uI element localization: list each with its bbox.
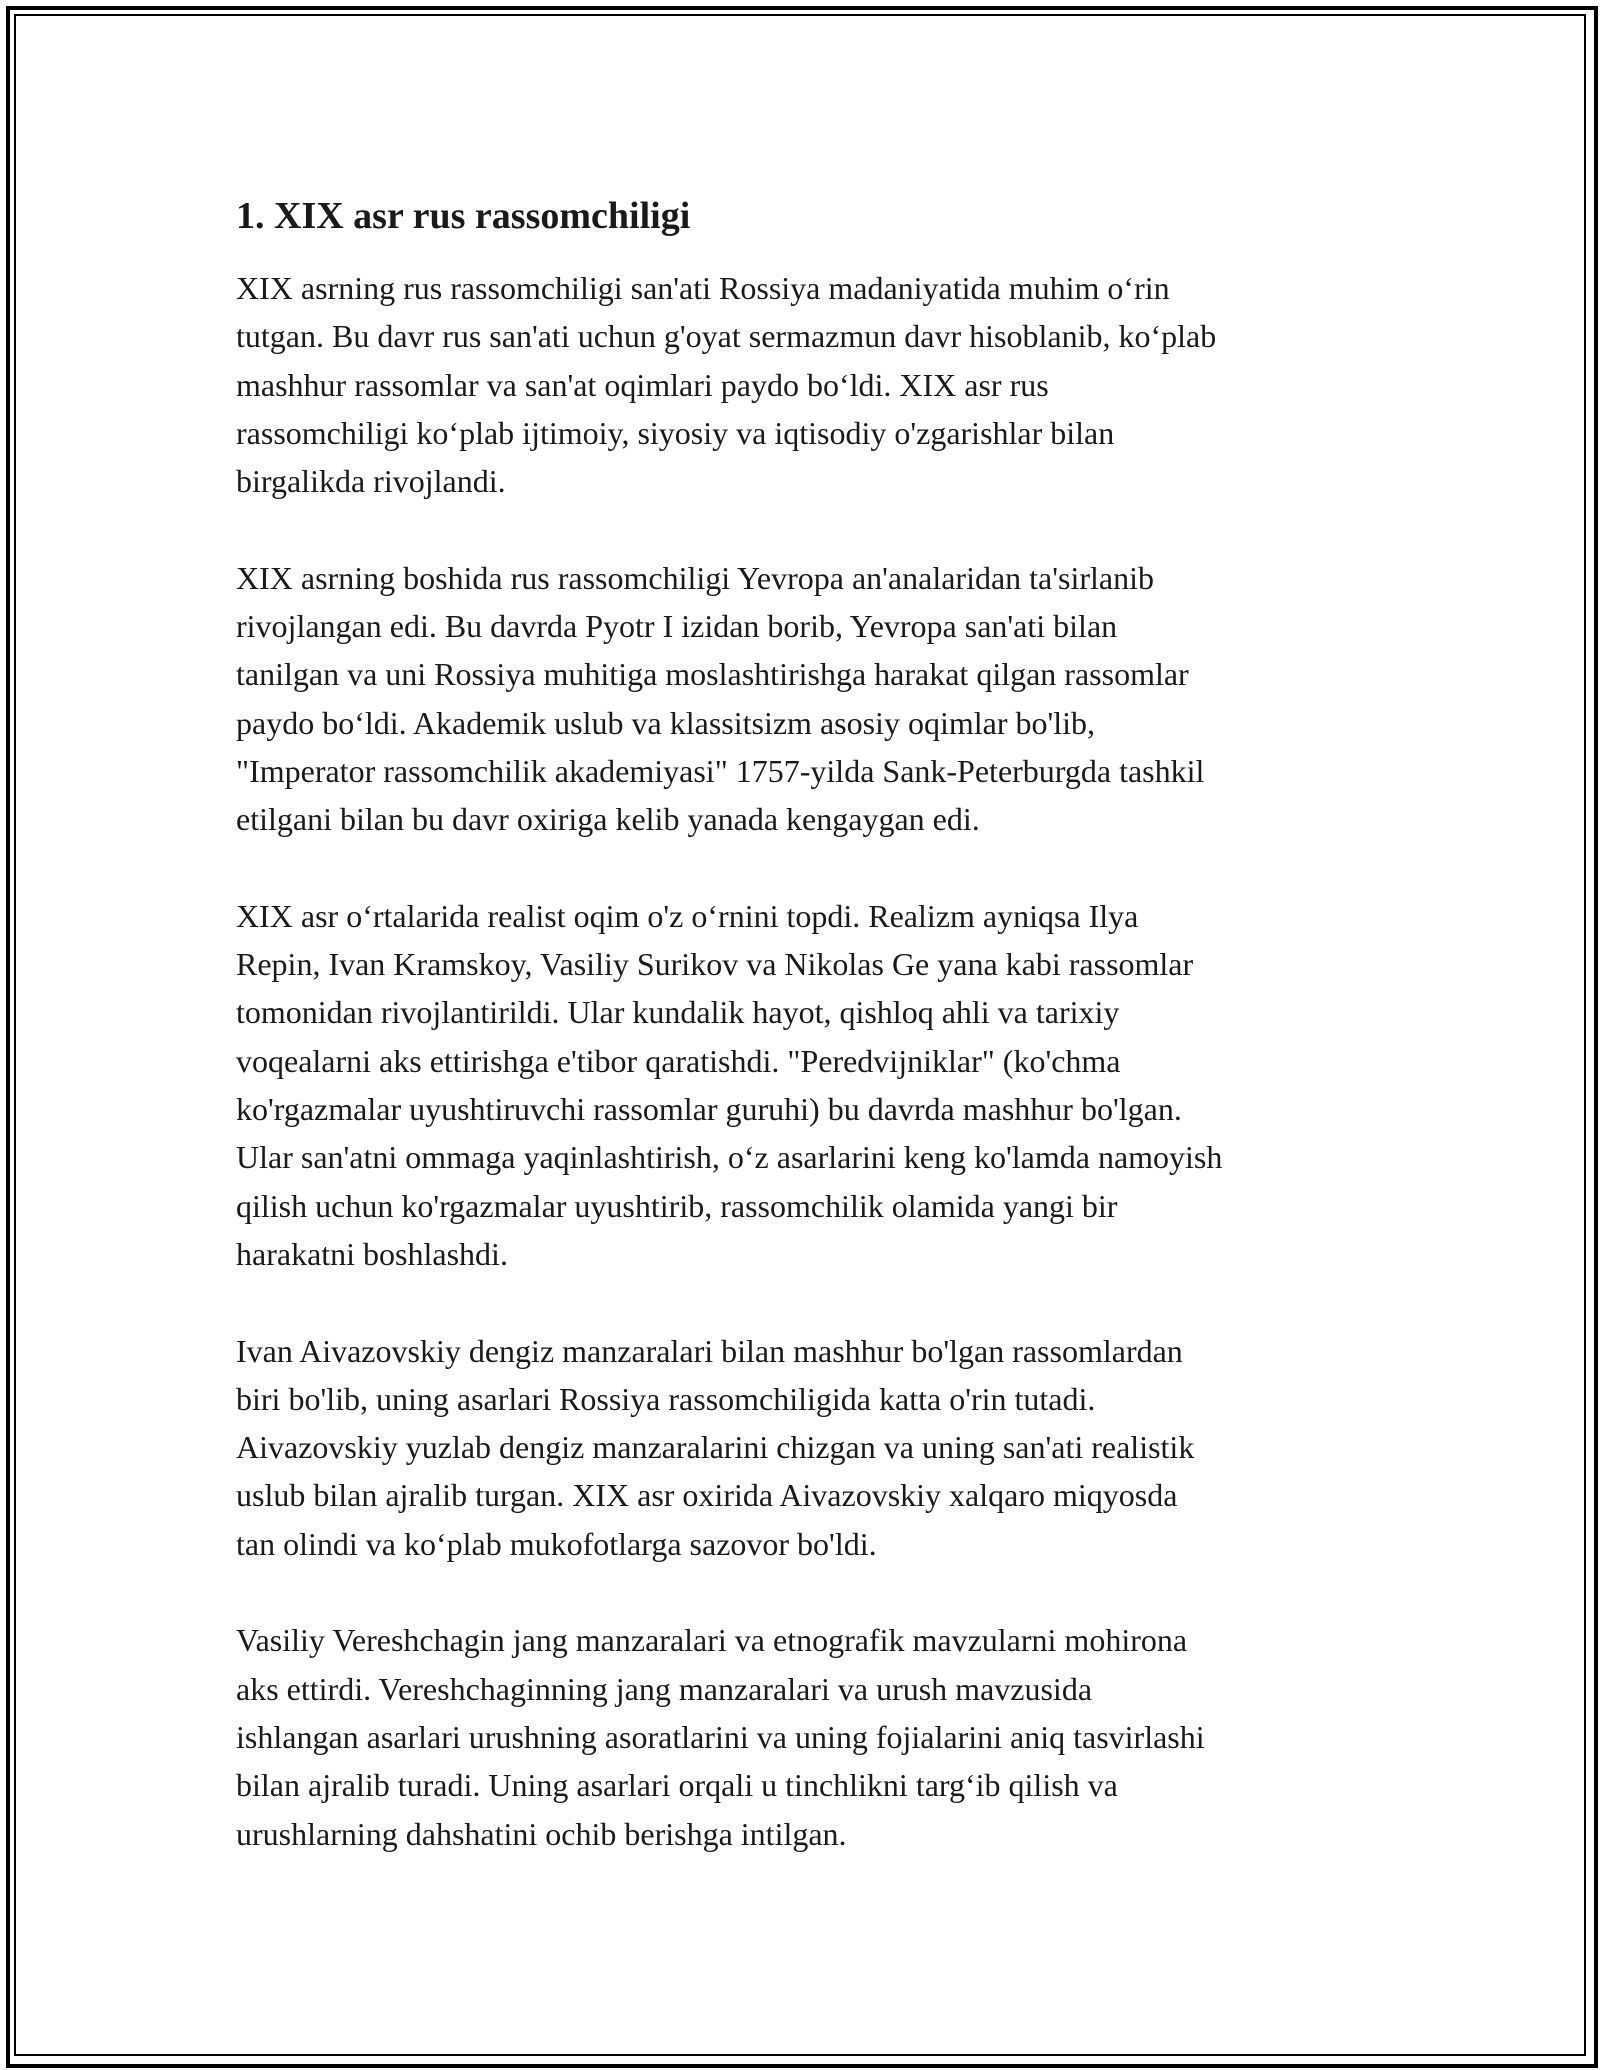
text-line: bilan ajralib turadi. Uning asarlari orqali u tinchlikni targʻib qilish va <box>236 1767 1118 1804</box>
text-line: qilish uchun ko'rgazmalar uyushtirib, rassomchilik olamida yangi bir <box>236 1187 1118 1224</box>
text-line: harakatni boshlashdi. <box>236 1235 508 1272</box>
text-line: XIX asrning boshida rus rassomchiligi Yevropa an'analaridan ta'sirlanib <box>236 559 1154 596</box>
section-title: 1. XIX asr rus rassomchiligi <box>236 195 691 237</box>
text-line: mashhur rassomlar va san'at oqimlari paydo boʻldi. XIX asr rus <box>236 366 1049 403</box>
text-line: "Imperator rassomchilik akademiyasi" 1757-yilda Sank-Peterburgda tashkil <box>236 752 1205 789</box>
text-line: rivojlangan edi. Bu davrda Pyotr I izidan borib, Yevropa san'ati bilan <box>236 608 1118 645</box>
text-line: tutgan. Bu davr rus san'ati uchun g'oyat sermazmun davr hisoblanib, koʻplab <box>236 318 1217 355</box>
text-line: Vasiliy Vereshchagin jang manzaralari va etnografik mavzularni mohirona <box>236 1622 1188 1659</box>
text-line: ishlangan asarlari urushning asoratlarini va uning fojialarini aniq tasvirlashi <box>236 1718 1205 1755</box>
text-line: XIX asr oʻrtalarida realist oqim o'z oʻrnini topdi. Realizm ayniqsa Ilya <box>236 897 1139 934</box>
text-line: tanilgan va uni Rossiya muhitiga moslashtirishga harakat qilgan rassomlar <box>236 656 1189 693</box>
text-line: paydo boʻldi. Akademik uslub va klassitsizm asosiy oqimlar bo'lib, <box>236 704 1096 741</box>
text-line: birgalikda rivojlandi. <box>236 463 506 500</box>
text-line: rassomchiligi koʻplab ijtimoiy, siyosiy va iqtisodiy o'zgarishlar bilan <box>236 414 1115 451</box>
text-line: ko'rgazmalar uyushtiruvchi rassomlar guruhi) bu davrda mashhur bo'lgan. <box>236 1091 1182 1128</box>
text-line: urushlarning dahshatini ochib berishga intilgan. <box>236 1815 847 1852</box>
text-line: Repin, Ivan Kramskoy, Vasiliy Surikov va Nikolas Ge yana kabi rassomlar <box>236 946 1194 983</box>
paragraph-1 <box>236 264 1386 505</box>
text-line: tan olindi va koʻplab mukofotlarga sazovor bo'ldi. <box>236 1525 877 1562</box>
text-line: etilgani bilan bu davr oxiriga kelib yanada kengaygan edi. <box>236 801 980 838</box>
text-line: tomonidan rivojlantirildi. Ular kundalik hayot, qishloq ahli va tarixiy <box>236 994 1120 1031</box>
paragraph-5 <box>236 1616 1386 1857</box>
text-line: aks ettirdi. Vereshchaginning jang manzaralari va urush mavzusida <box>236 1670 1093 1707</box>
paragraph-4 <box>236 1327 1386 1568</box>
text-line: XIX asrning rus rassomchiligi san'ati Rossiya madaniyatida muhim oʻrin <box>236 270 1170 306</box>
text-line: uslub bilan ajralib turgan. XIX asr oxirida Aivazovskiy xalqaro miqyosda <box>236 1477 1178 1514</box>
text-line: voqealarni aks ettirishga e'tibor qaratishdi. "Peredvijniklar" (ko'chma <box>236 1042 1121 1079</box>
text-line: Ivan Aivazovskiy dengiz manzaralari bilan mashhur bo'lgan rassomlardan <box>236 1332 1183 1369</box>
paragraph-2 <box>236 554 1386 844</box>
document-body <box>236 186 1386 1906</box>
text-line: biri bo'lib, uning asarlari Rossiya rassomchiligida katta o'rin tutadi. <box>236 1380 1096 1417</box>
text-line: Aivazovskiy yuzlab dengiz manzaralarini chizgan va uning san'ati realistik <box>236 1429 1195 1466</box>
text-line: Ular san'atni ommaga yaqinlashtirish, oʻz asarlarini keng ko'lamda namoyish <box>236 1139 1223 1176</box>
paragraph-3 <box>236 892 1386 1278</box>
